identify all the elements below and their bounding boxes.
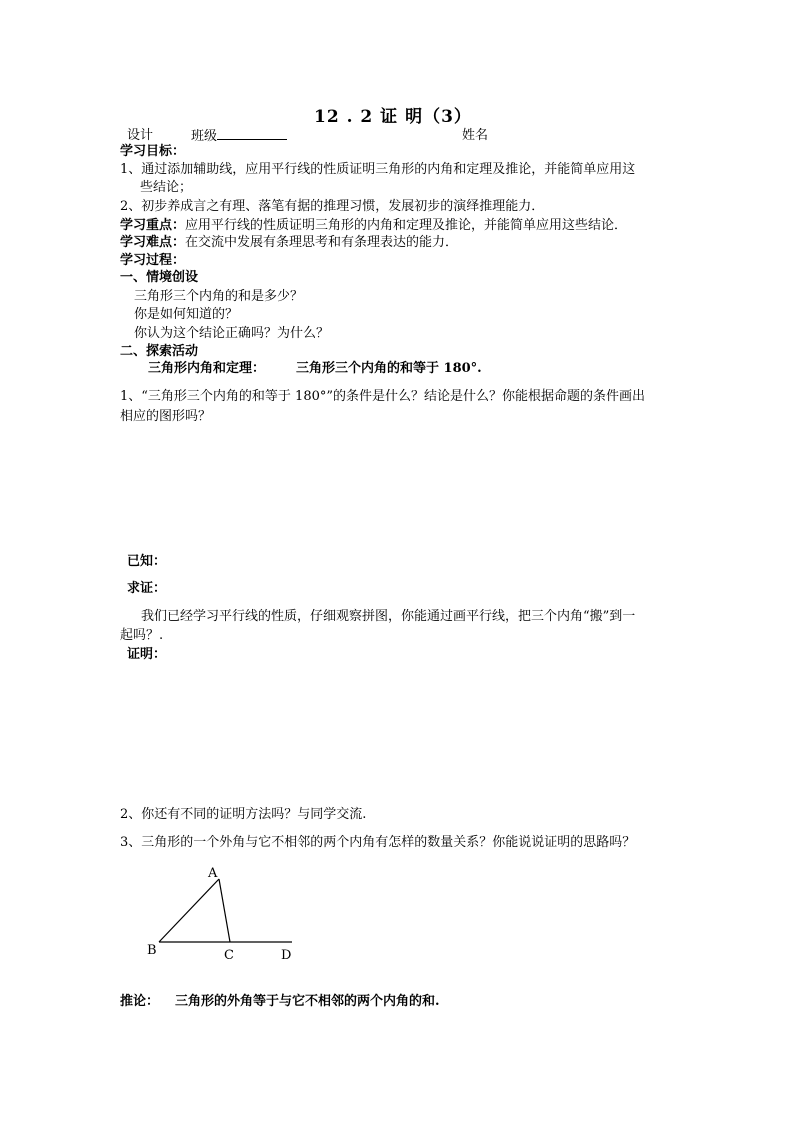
hint-line: 我们已经学习平行线的性质，仔细观察拼图，你能通过画平行线，把三个内角“搬”到一	[141, 609, 636, 624]
page-title: 12 . 2 证 明（3）	[314, 107, 472, 127]
difficulty-text: 在交流中发展有条理思考和有条理表达的能力．	[185, 235, 459, 250]
proof-label: 证明：	[127, 647, 167, 662]
section2-heading: 二、探索活动	[120, 344, 199, 359]
corollary-label: 推论：	[120, 994, 160, 1009]
name-label: 姓名	[462, 128, 489, 143]
triangle-figure	[140, 862, 310, 967]
question-1-line: 相应的图形吗？	[120, 409, 212, 424]
design-label: 设计	[127, 128, 154, 143]
key-point-label: 学习重点：	[120, 218, 186, 233]
difficulty	[120, 234, 458, 251]
side-ac	[219, 879, 230, 942]
section1-line: 你是如何知道的？	[134, 307, 239, 322]
key-point-text: 应用平行线的性质证明三角形的内角和定理及推论，并能简单应用这些结论．	[185, 218, 628, 233]
hint-line: 起吗？.	[120, 628, 164, 643]
label-b: B	[147, 943, 157, 958]
question-2: 2、你还有不同的证明方法吗？与同学交流.	[120, 807, 367, 822]
objective-line: 1、通过添加辅助线，应用平行线的性质证明三角形的内角和定理及推论，并能简单应用这	[120, 162, 636, 177]
question-3: 3、三角形的一个外角与它不相邻的两个内角有怎样的数量关系？你能说说证明的思路吗？	[120, 835, 636, 850]
label-c: C	[224, 948, 234, 963]
corollary-text: 三角形的外角等于与它不相邻的两个内角的和.	[175, 994, 440, 1009]
objective-line: 些结论；	[140, 180, 193, 195]
theorem-text: 三角形三个内角的和等于 180°.	[296, 361, 482, 376]
difficulty-label: 学习难点：	[120, 235, 186, 250]
objective-line: 2、初步养成言之有理、落笔有据的推理习惯，发展初步的演绎推理能力．	[120, 199, 545, 214]
prove-label: 求证：	[127, 581, 167, 596]
label-d: D	[281, 948, 292, 963]
objectives-heading: 学习目标：	[120, 144, 186, 159]
key-point	[120, 217, 627, 234]
section1-line: 三角形三个内角的和是多少？	[134, 289, 304, 304]
question-1-line: 1、“三角形三个内角的和等于 180°”的条件是什么？结论是什么？你能根据命题的条件画出	[120, 389, 646, 404]
label-a: A	[208, 866, 218, 881]
known-label: 已知：	[127, 554, 167, 569]
class-label: 班级	[191, 129, 218, 144]
process-heading: 学习过程：	[120, 253, 186, 268]
side-ab	[159, 879, 219, 942]
class-field	[191, 127, 287, 145]
section1-line: 你认为这个结论正确吗？为什么？	[134, 326, 330, 341]
class-blank	[217, 127, 287, 140]
theorem-label: 三角形内角和定理：	[148, 361, 266, 376]
section1-heading: 一、情境创设	[120, 270, 199, 285]
